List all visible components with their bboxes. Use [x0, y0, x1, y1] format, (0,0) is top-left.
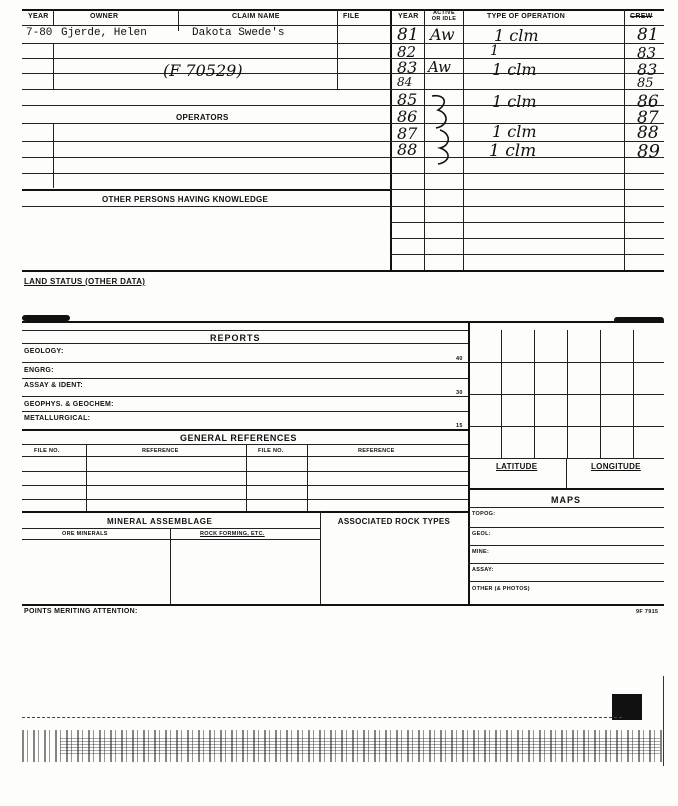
longitude-label: LONGITUDE: [591, 462, 641, 471]
map-geol: GEOL:: [472, 531, 491, 537]
claim-name-header: CLAIM NAME: [232, 13, 280, 20]
activity-crew: 85: [637, 76, 654, 91]
report-code: 15: [456, 423, 463, 429]
report-code: 40: [456, 356, 463, 362]
report-code: 30: [456, 390, 463, 396]
ref-header-reference: REFERENCE: [142, 448, 179, 454]
report-geology: GEOLOGY:: [24, 348, 64, 355]
entry-year: 7-80: [26, 27, 53, 39]
activity-crew: 88: [637, 123, 659, 143]
type-of-operation-header: TYPE OF OPERATION: [487, 13, 566, 20]
associated-rock-types-header: ASSOCIATED ROCK TYPES: [337, 517, 451, 526]
activity-operation: 1 clm: [492, 60, 537, 79]
activity-year: 85: [397, 90, 418, 109]
report-metallurgical: METALLURGICAL:: [24, 415, 91, 422]
ore-minerals-header: ORE MINERALS: [62, 531, 108, 537]
ref-header-file-no: FILE NO.: [258, 448, 284, 454]
latitude-label: LATITUDE: [496, 462, 538, 471]
owner-name: Gjerde, Helen: [61, 27, 147, 39]
file-number-handwritten: (F 70529): [163, 61, 243, 80]
handwritten-brace-marks: [424, 90, 468, 168]
activity-status: Aw: [430, 25, 455, 44]
activity-crew: 83: [637, 60, 658, 79]
general-references-title: GENERAL REFERENCES: [180, 433, 297, 443]
ref-header-file-no: FILE NO.: [34, 448, 60, 454]
report-geophys: GEOPHYS. & GEOCHEM:: [24, 401, 114, 408]
active-idle-header: ACTIVE OR IDLE: [431, 10, 457, 22]
activity-crew: 83: [637, 44, 657, 62]
rock-forming-header: ROCK FORMING, ETC.: [200, 531, 265, 537]
map-mine: MINE:: [472, 549, 490, 555]
maps-title: MAPS: [551, 495, 582, 505]
ref-header-reference: REFERENCE: [358, 448, 395, 454]
claim-name: Dakota Swede's: [192, 27, 285, 39]
activity-operation: 1 clm: [489, 141, 537, 161]
year-right-header: YEAR: [398, 13, 419, 20]
report-engrg: ENGRG:: [24, 367, 54, 374]
form-number: 9F 7915: [636, 609, 659, 615]
activity-year: 83: [397, 58, 418, 77]
other-persons-label: OTHER PERSONS HAVING KNOWLEDGE: [102, 195, 269, 204]
activity-crew: 89: [637, 141, 660, 162]
activity-crew: 87: [637, 108, 659, 128]
points-meriting-attention-label: POINTS MERITING ATTENTION:: [24, 608, 138, 615]
map-topog: TOPOG:: [472, 511, 496, 517]
activity-operation: 1 clm: [492, 92, 537, 111]
operators-label: OPERATORS: [176, 113, 229, 122]
map-other-photos: OTHER (& PHOTOS): [472, 586, 530, 592]
report-assay: ASSAY & IDENT:: [24, 382, 84, 389]
year-header: YEAR: [28, 13, 49, 20]
activity-year: 82: [397, 43, 417, 61]
owner-header: OWNER: [90, 13, 119, 20]
crew-header: CREW: [630, 13, 653, 20]
reports-title: REPORTS: [210, 333, 261, 343]
land-status-label: LAND STATUS (OTHER DATA): [24, 277, 146, 286]
activity-operation: 1 clm: [494, 26, 539, 45]
activity-status: Aw: [428, 58, 451, 76]
activity-year: 81: [397, 25, 419, 45]
activity-year: 87: [397, 124, 418, 143]
activity-operation: 1: [490, 43, 499, 59]
mineral-assemblage-title: MINERAL ASSEMBLAGE: [107, 517, 213, 526]
activity-operation: 1 clm: [492, 122, 537, 141]
map-assay: ASSAY:: [472, 567, 494, 573]
activity-crew: 86: [637, 92, 659, 112]
activity-year: 88: [397, 140, 418, 159]
file-header: FILE: [343, 13, 360, 20]
activity-crew: 81: [637, 25, 659, 45]
activity-year: 86: [397, 107, 418, 126]
activity-year: 84: [397, 75, 413, 89]
scan-noise-band: [60, 736, 660, 754]
